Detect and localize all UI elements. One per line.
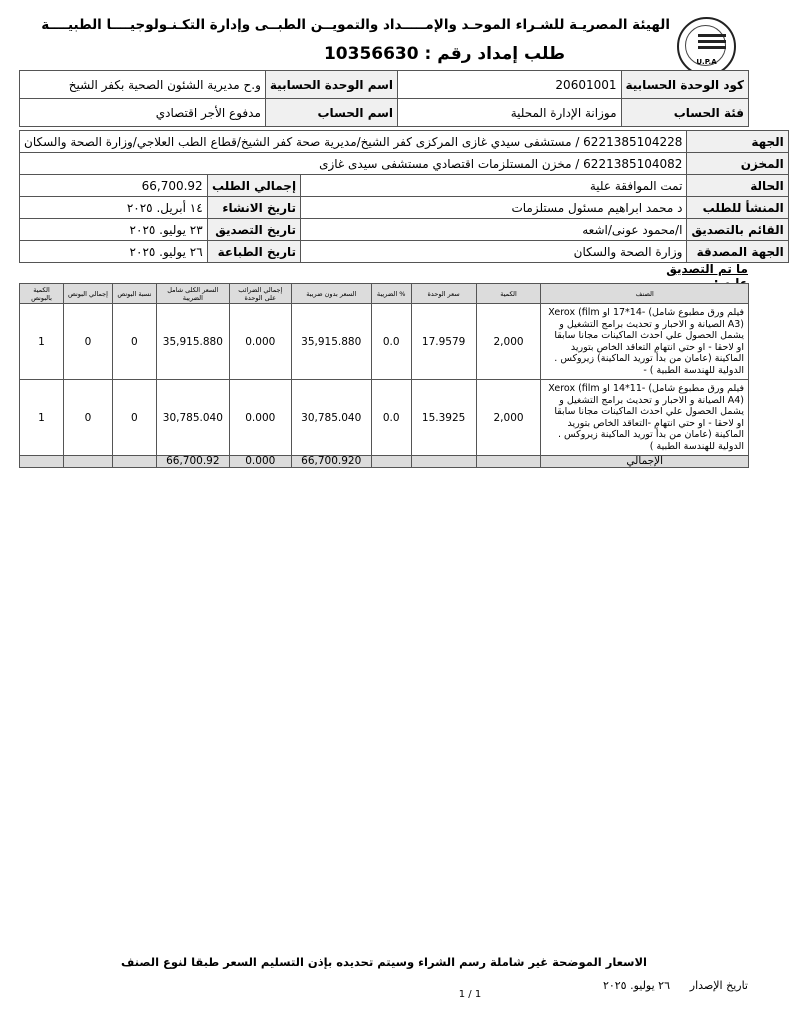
item-unit-price: 17.9579 [411,304,476,380]
request-label: طلب إمداد رقم : [424,44,565,64]
approver-value: ا/محمود عونى/اشعه [301,219,687,241]
items-header-row [20,284,749,304]
request-details-table [19,130,789,263]
approved-date-value: ٢٣ يوليو. ٢٠٢٥ [20,219,208,241]
originator-value: د محمد ابراهيم مسئول مستلزمات [301,197,687,219]
status-value: تمت الموافقة علية [301,175,687,197]
unit-name-value: و.ح مديرية الشئون الصحية بكفر الشيخ [20,71,266,99]
item-bonus-total: 0 [64,380,113,456]
item-unit-price: 15.3925 [411,380,476,456]
total-tax-per-unit: 0.000 [229,456,291,468]
approved-heading: ما تم التصديق [666,262,748,276]
item-price-no-tax: 35,915.880 [291,304,371,380]
header-bonus-pct: نسبة البونص [112,284,156,304]
entity-value: 6221385104228 / مستشفى سيدي غازى المركزى كفر الشيخ/مديرية صحة كفر الشيخ/قطاع الطب العلاجي/وزارة الصحة والسكان [20,131,687,153]
total-value: 66,700.92 [20,175,208,197]
originator-label: المنشأ للطلب [687,197,788,219]
header-tax-pct: % الضريبة [371,284,411,304]
total-row-blank [20,456,64,468]
item-quantity: 2,000 [476,304,541,380]
item-description: فيلم ورق مطبوع شامل) -14*17 او Xerox (film A3) الصيانة و الاحبار و تحديث برامج التشغيل و يشمل الحصول علي احدث الماكينات مجانا سابقا او لاحقا - او حتي انتهام التعاقد الخاص بتوريد الماكينة (عامان من بدأ توريد الماكينة) زيروكس . الدولية للهندسة الطبية ) - [541,304,749,380]
created-date-label: تاريخ الانشاء [207,197,300,219]
organization-name: الهيئة المصريـة للشـراء الموحـد والإمـــــداد والتمويــن الطبــى وإدارة التكـنـولوجيــــا الطبيــــة [41,17,670,33]
upa-logo [677,17,736,76]
approved-date-label: تاريخ التصديق [207,219,300,241]
table-row [20,380,749,456]
header-total-with-tax: السعر الكلى شامل الضريبة [156,284,229,304]
warehouse-label: المخزن [687,153,788,175]
approver-label: القائم بالتصديق [687,219,788,241]
request-title [225,44,565,64]
item-bonus-pct: 0 [112,380,156,456]
item-bonus-pct: 0 [112,304,156,380]
header-unit-price: سعر الوحدة [411,284,476,304]
item-tax-per-unit: 0.000 [229,380,291,456]
total-row-blank [411,456,476,468]
total-row-blank [112,456,156,468]
request-number: 10356630 [323,44,419,64]
item-qty-with-bonus: 1 [20,380,64,456]
account-name-value: مدفوع الأجر اقتصادي [20,99,266,127]
issue-date-label: تاريخ الإصدار [689,979,748,992]
approved-items-table [19,283,749,468]
item-total-with-tax: 30,785.040 [156,380,229,456]
total-row-label: الإجمالي [541,456,749,468]
item-quantity: 2,000 [476,380,541,456]
item-bonus-total: 0 [64,304,113,380]
unit-code-label: كود الوحدة الحسابية [621,71,749,99]
logo-text: U.P.A [696,58,717,66]
total-price-no-tax: 66,700.920 [291,456,371,468]
item-total-with-tax: 35,915.880 [156,304,229,380]
warehouse-value: 6221385104082 / مخزن المستلزمات اقتصادي مستشفى سيدى غازى [20,153,687,175]
item-tax-pct: 0.0 [371,380,411,456]
item-tax-per-unit: 0.000 [229,304,291,380]
page-number: 1 / 1 [458,989,482,1000]
account-category-label: فئة الحساب [621,99,749,127]
print-date-label: تاريخ الطباعة [207,241,300,263]
account-info-table [19,70,749,127]
header-price-no-tax: السعر بدون ضريبة [291,284,371,304]
table-row [20,304,749,380]
status-label: الحالة [687,175,788,197]
header-quantity: الكمية [476,284,541,304]
total-row-blank [476,456,541,468]
total-row-blank [371,456,411,468]
header-tax-per-unit: إجمالي الضرائب على الوحدة [229,284,291,304]
entity-label: الجهة [687,131,788,153]
created-date-value: ١٤ أبريل. ٢٠٢٥ [20,197,208,219]
unit-name-label: اسم الوحدة الحسابية [265,71,397,99]
issue-date-value: ٢٦ يوليو. ٢٠٢٥ [602,979,670,992]
total-row-blank [64,456,113,468]
items-total-row [20,456,749,468]
item-qty-with-bonus: 1 [20,304,64,380]
account-name-label: اسم الحساب [265,99,397,127]
approving-entity-value: وزارة الصحة والسكان [301,241,687,263]
header-bonus-total: إجمالي البونص [64,284,113,304]
account-category-value: موزانة الإدارة المحلية [398,99,621,127]
price-footnote: الاسعار الموضحة غير شاملة رسم الشراء وسيتم تحديده بإذن التسليم السعر طبقا لنوع الصنف [121,955,647,969]
total-label: إجمالي الطلب [207,175,300,197]
unit-code-value: 20601001 [398,71,621,99]
item-description: فيلم ورق مطبوع شامل) -11*14 او Xerox (film A4) الصيانة و الاحبار و تحديث برامج التشغيل و يشمل الحصول علي احدث الماكينات مجانا سابقا او لاحقا - او حتي انتهام -التعاقد الخاص بتوريد الماكينة (عامان من بدأ توريد الماكينة زيروكس . الدولية للهندسة الطبية ) [541,380,749,456]
approving-entity-label: الجهة المصدقة [687,241,788,263]
header-qty-with-bonus: الكمية بالبونص [20,284,64,304]
item-tax-pct: 0.0 [371,304,411,380]
item-price-no-tax: 30,785.040 [291,380,371,456]
total-with-tax: 66,700.92 [156,456,229,468]
print-date-value: ٢٦ يوليو. ٢٠٢٥ [20,241,208,263]
header-item: الصنف [541,284,749,304]
